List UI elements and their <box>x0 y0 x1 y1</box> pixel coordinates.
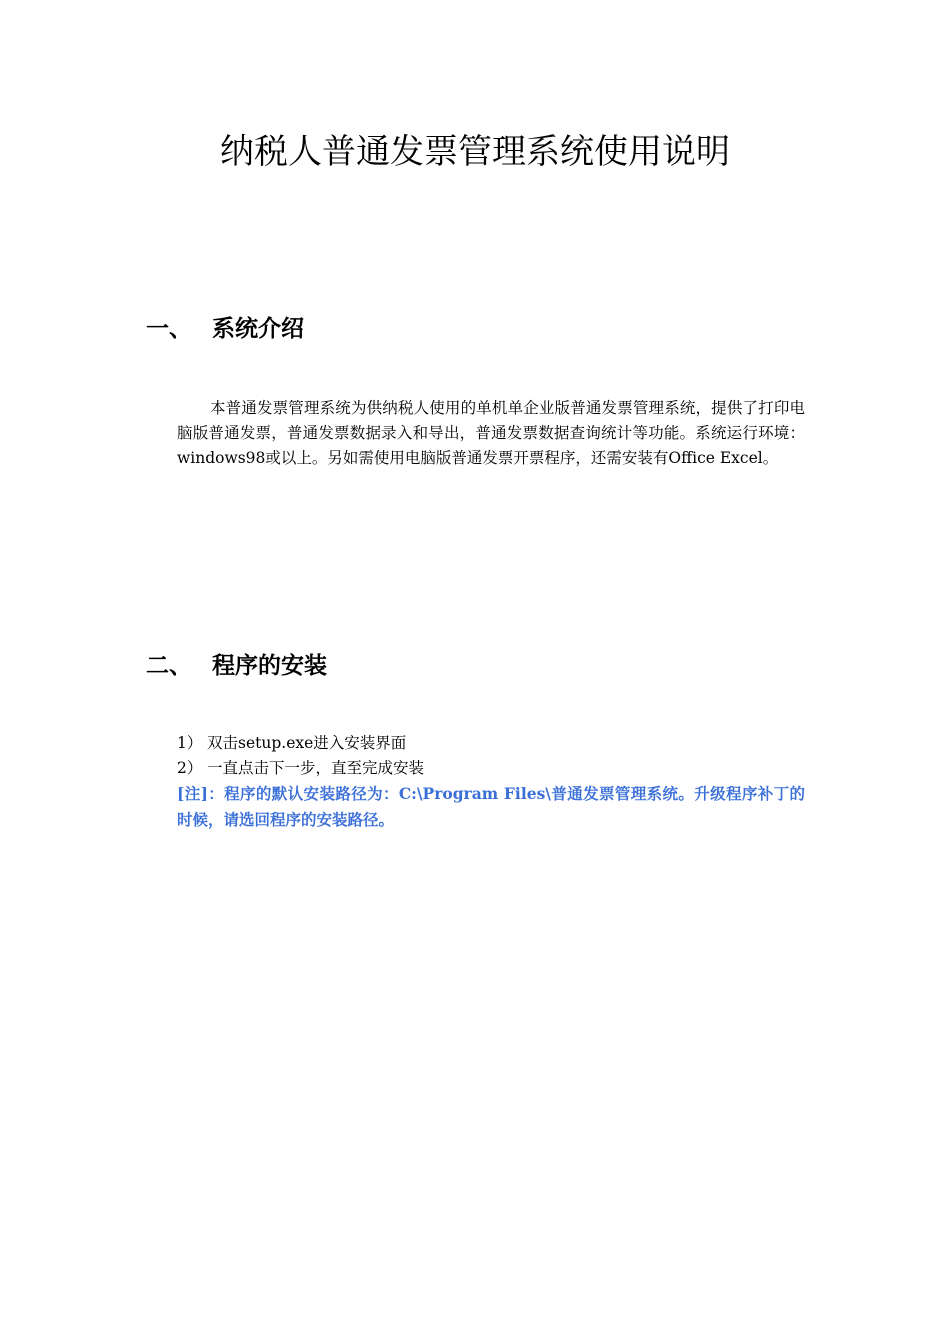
document-title: 纳税人普通发票管理系统使用说明 <box>220 132 730 172</box>
step-text: 双击setup.exe进入安装界面 <box>207 734 407 752</box>
section-title: 程序的安装 <box>212 653 327 679</box>
step-number: 2） <box>177 759 203 777</box>
step-number: 1） <box>177 734 203 752</box>
install-steps-list <box>177 731 805 781</box>
section-heading-intro <box>146 313 304 345</box>
list-item <box>177 731 805 756</box>
section-title: 系统介绍 <box>212 316 304 342</box>
section-number: 二、 <box>146 653 192 679</box>
step-text: 一直点击下一步，直至完成安装 <box>207 759 425 777</box>
list-item <box>177 756 805 781</box>
install-path-note: [注]：程序的默认安装路径为：C:\Program Files\普通发票管理系统。升级程序补丁的时候，请选回程序的安装路径。 <box>177 784 805 829</box>
section-number: 一、 <box>146 316 192 342</box>
section-heading-install <box>146 650 327 682</box>
intro-paragraph: 本普通发票管理系统为供纳税人使用的单机单企业版普通发票管理系统，提供了打印电脑版普通发票，普通发票数据录入和导出，普通发票数据查询统计等功能。系统运行环境：windows98或以上。另如需使用电脑版普通发票开票程序，还需安装有Office Excel。 <box>177 399 805 467</box>
